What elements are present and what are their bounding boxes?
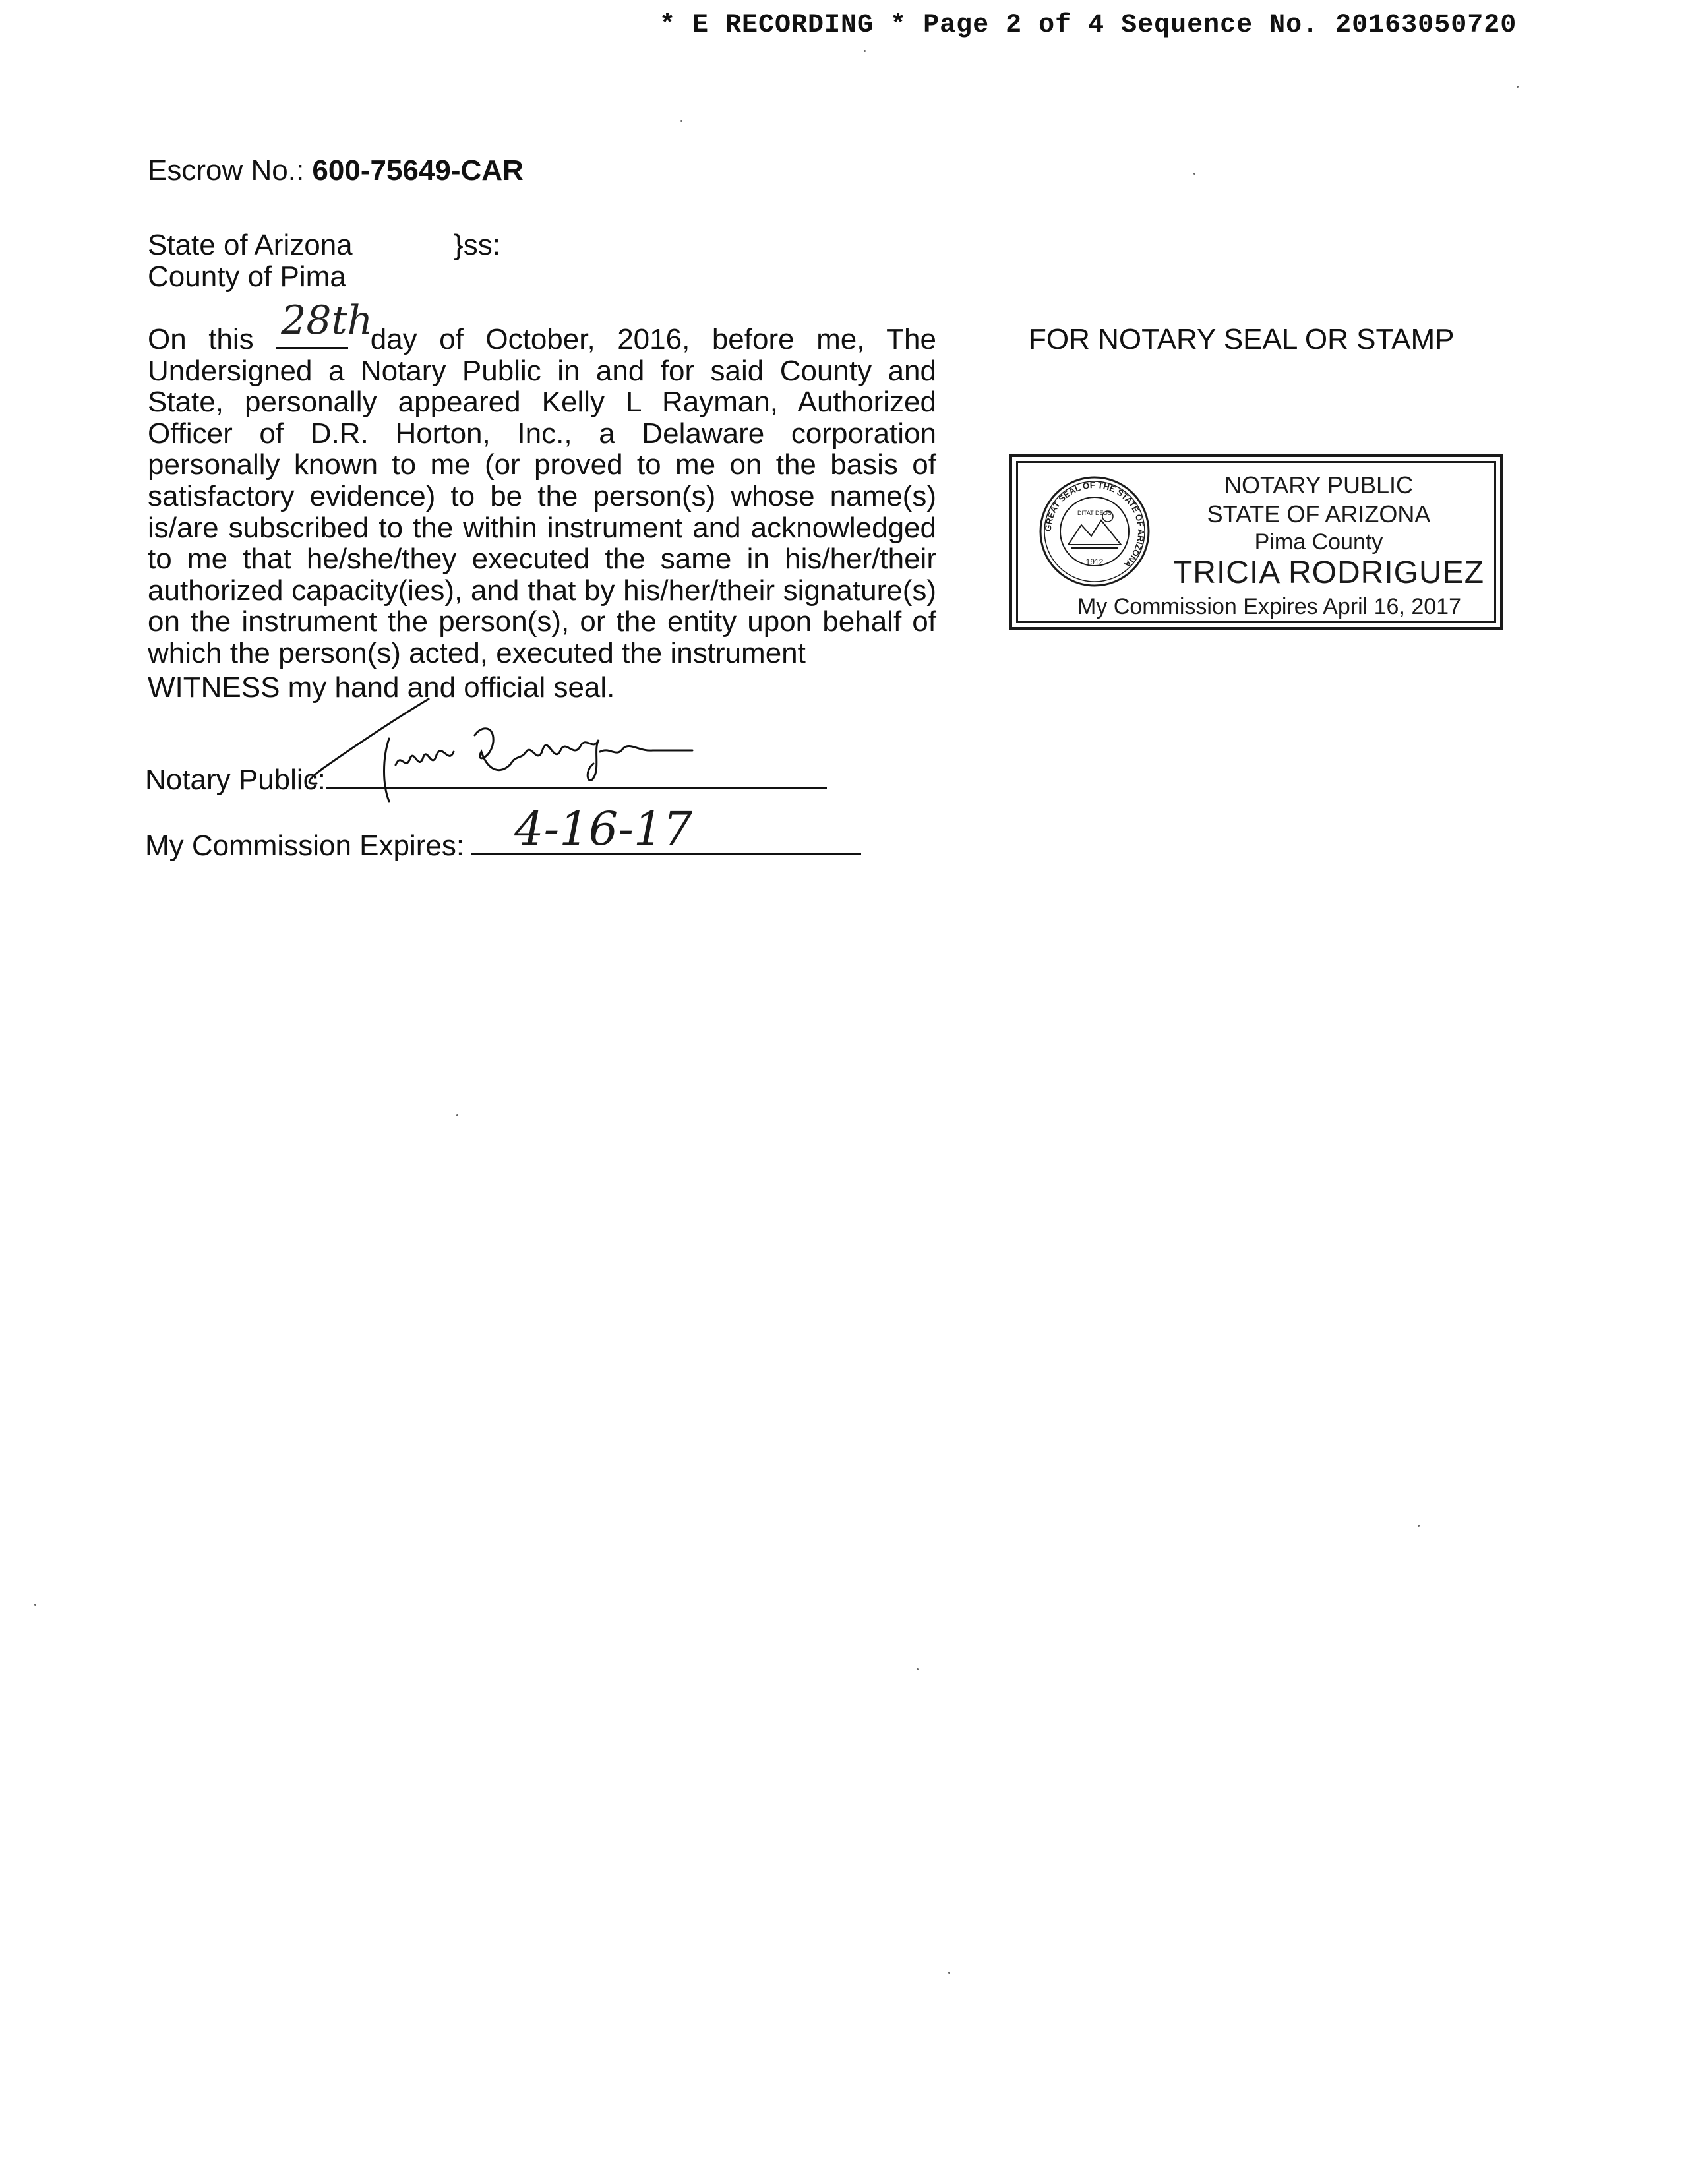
stamp-state: STATE OF ARIZONA xyxy=(1207,501,1431,528)
recording-header: * E RECORDING * Page 2 of 4 Sequence No. 20163050720 xyxy=(659,11,1517,40)
escrow-number: 600-75649-CAR xyxy=(312,154,524,187)
scan-speck xyxy=(680,120,682,122)
svg-text:GREAT SEAL OF THE STATE OF ARI xyxy=(1043,480,1146,570)
stamp-expiration: My Commission Expires April 16, 2017 xyxy=(1077,594,1461,619)
escrow-number-line xyxy=(148,154,524,187)
seal-motto: DITAT DEUS xyxy=(1077,510,1112,516)
scan-speck xyxy=(948,1972,950,1974)
seal-area-label: FOR NOTARY SEAL OR STAMP xyxy=(1029,323,1455,355)
stamp-county: Pima County xyxy=(1254,530,1383,555)
seal-year: 1912 xyxy=(1085,557,1104,566)
notary-stamp xyxy=(1009,454,1503,630)
escrow-label: Escrow No.: xyxy=(148,154,305,187)
stamp-title: NOTARY PUBLIC xyxy=(1224,471,1414,499)
arizona-seal-icon xyxy=(1039,475,1151,588)
witness-line: WITNESS my hand and official seal. xyxy=(148,671,615,704)
venue-ss: }ss: xyxy=(454,229,500,261)
stamp-notary-name: TRICIA RODRIGUEZ xyxy=(1172,555,1485,590)
commission-expires-line xyxy=(145,824,861,863)
notary-label: Notary Public: xyxy=(145,764,326,796)
day-handwritten: 28th xyxy=(281,297,373,344)
expires-label: My Commission Expires: xyxy=(145,830,465,862)
venue-county: County of Pima xyxy=(148,260,346,293)
scan-speck xyxy=(864,50,866,52)
scan-speck xyxy=(1517,86,1519,88)
ack-body: day of October, 2016, before me, The Undersigned a Notary Public in and for said County and State, personally appeared Kelly L Rayman, Authorized Officer of D.R. Horton, Inc., a Delaware corporation personally known to me (or proved to me on the basis of satisfactory evidence) to be the person(s) whose name(s) is/are subscribed to the within instrument and acknowledged to me that he/she/they executed the same in his/her/their authorized capacity(ies), and that by his/her/their signature(s) on the instrument the person(s), or the entity upon behalf of which the person(s) acted, executed the instrument xyxy=(148,323,936,669)
scan-speck xyxy=(1418,1525,1420,1527)
scan-speck xyxy=(1193,173,1195,175)
venue-state: State of Arizona xyxy=(148,229,353,261)
ack-prefix: On this xyxy=(148,323,254,355)
handwritten-signature xyxy=(284,686,758,818)
venue-block xyxy=(148,229,500,293)
acknowledgment-paragraph xyxy=(148,297,936,669)
scan-speck xyxy=(34,1604,36,1606)
seal-ring-text: GREAT SEAL OF THE STATE OF ARIZONA xyxy=(1042,479,1147,570)
scan-speck xyxy=(917,1668,919,1670)
day-blank xyxy=(276,297,373,349)
scan-speck xyxy=(456,1114,458,1116)
expires-handwritten-date: 4-16-17 xyxy=(514,802,692,856)
